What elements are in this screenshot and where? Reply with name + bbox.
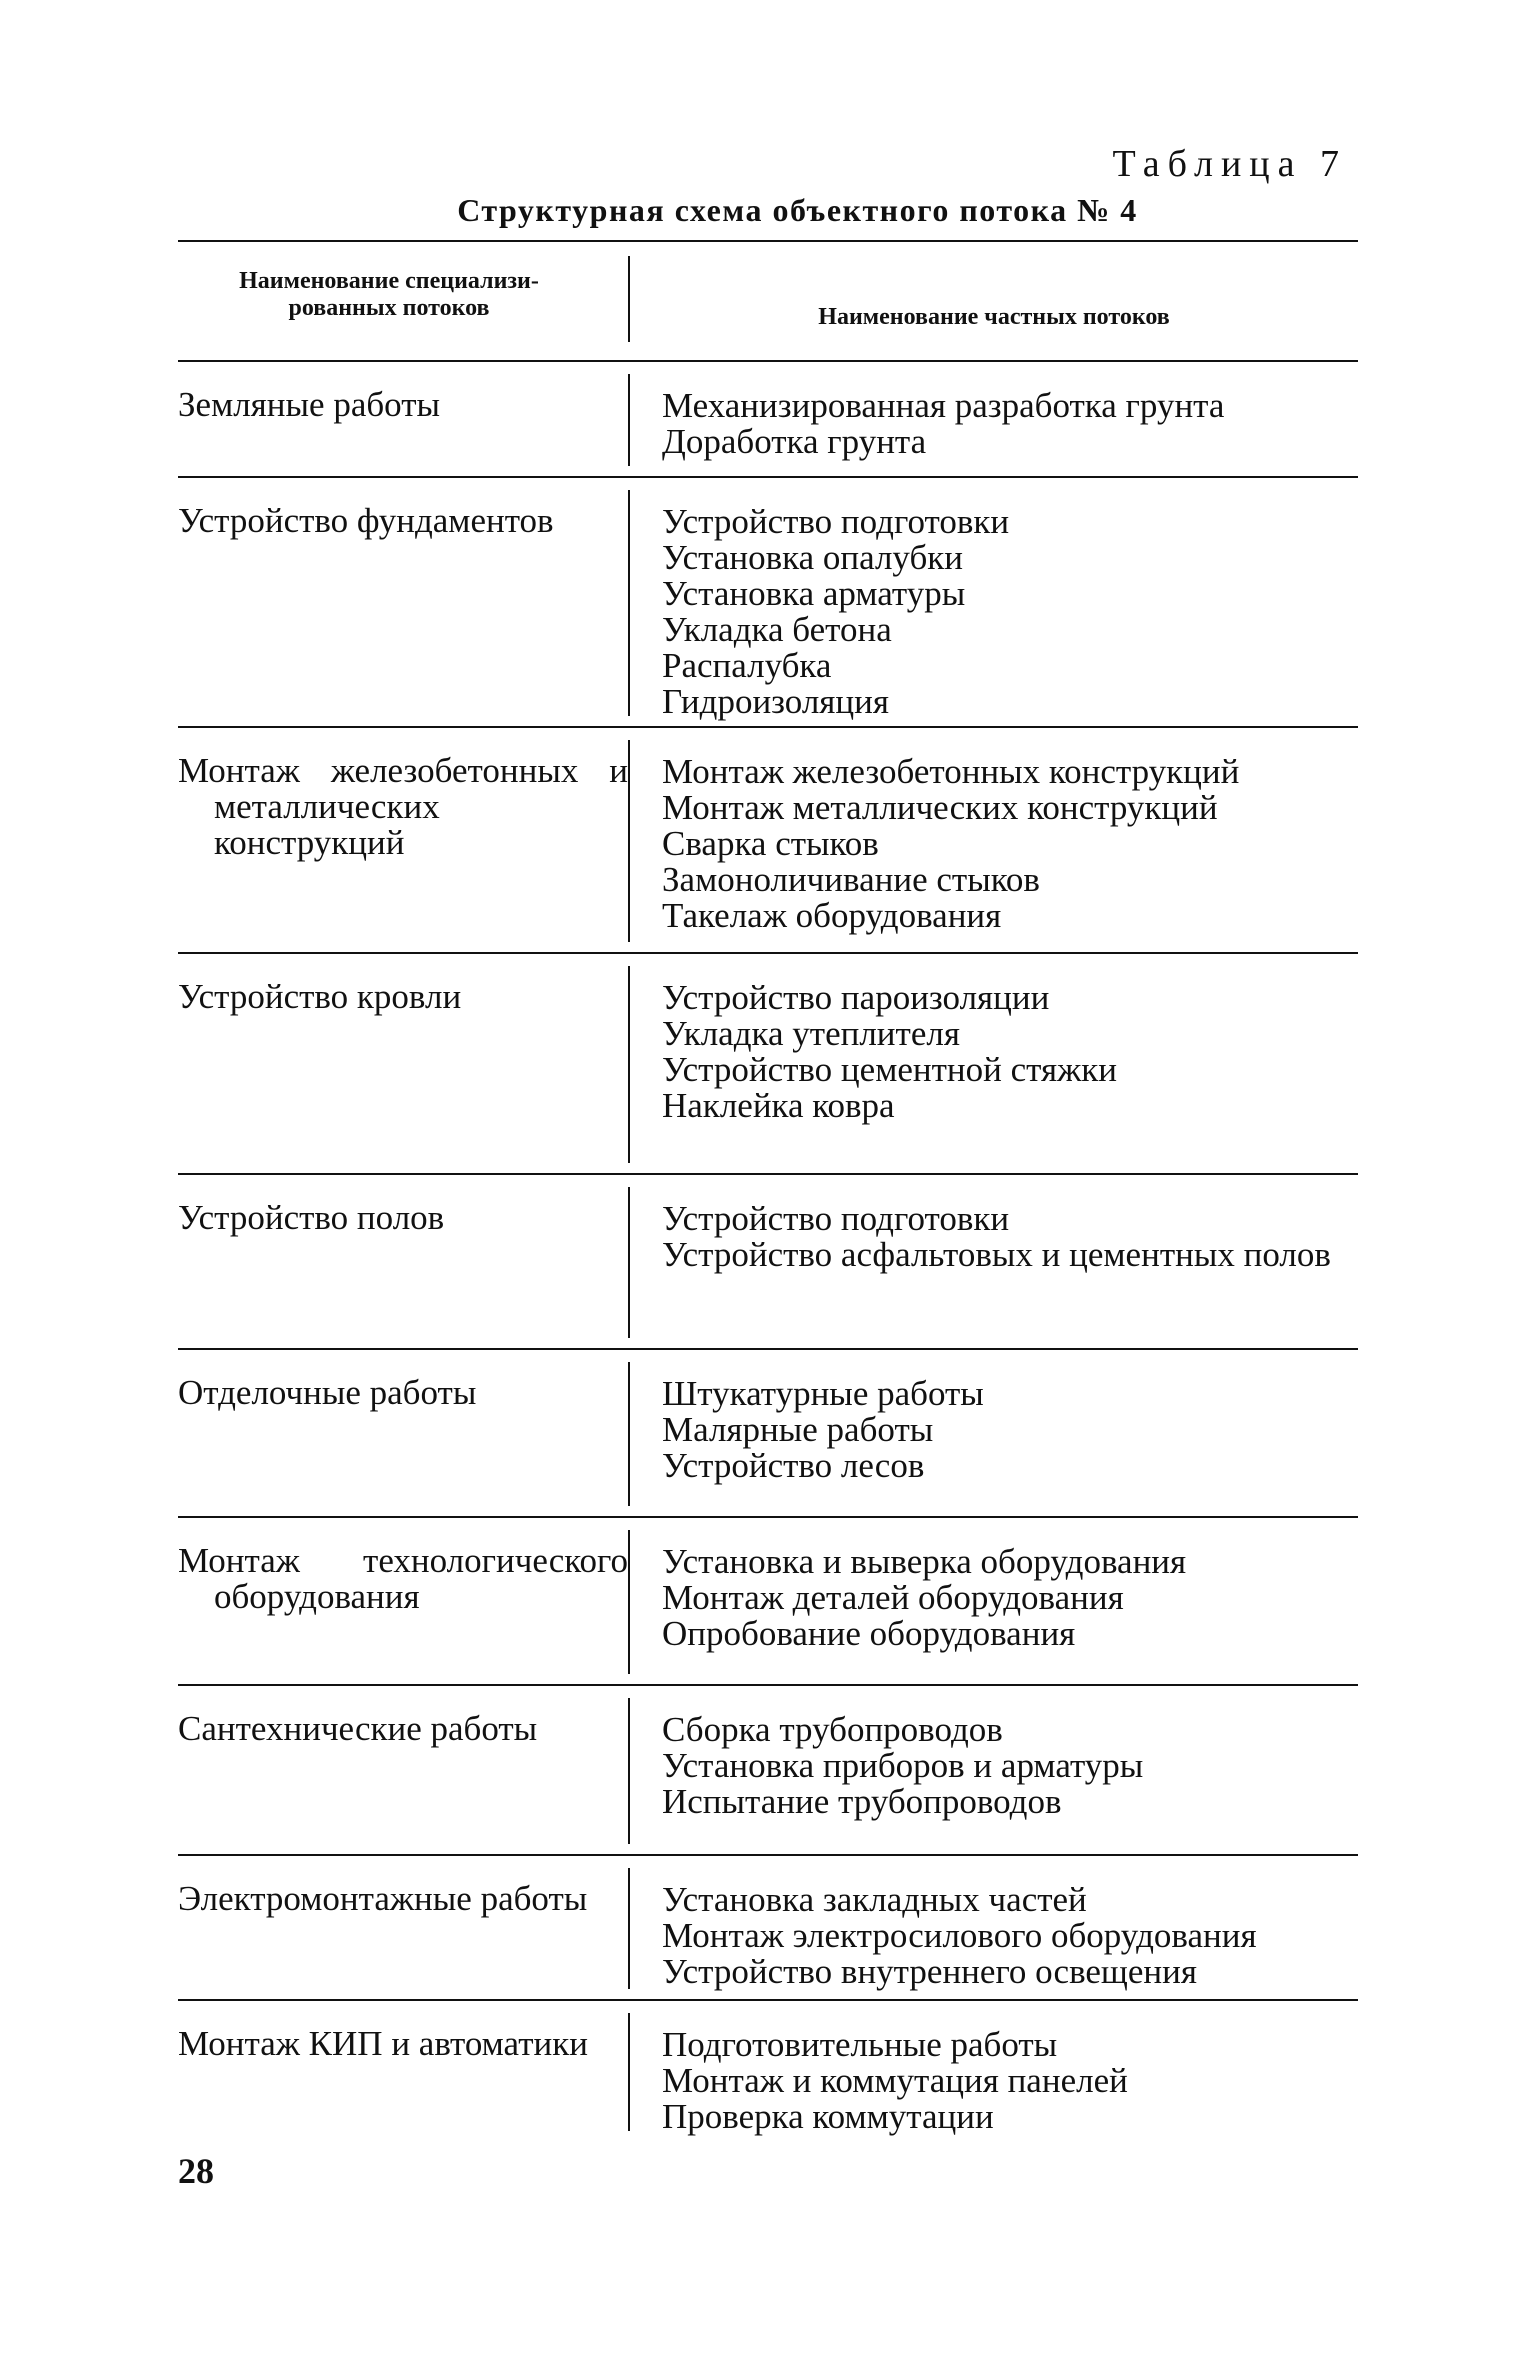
specialized-flow-name: Устройство кровли [178,977,462,1016]
table-row [178,362,1358,478]
partial-flow-item: Распалубка [662,646,832,685]
table-row [178,1686,1358,1856]
partial-flow-item: Установка закладных частей [662,1880,1087,1919]
header-partial-flows: Наименование частных потоков [628,256,1358,342]
table-number: Таблица 7 [1112,143,1347,185]
specialized-flow-name: Монтаж КИП и автоматики [178,2024,588,2063]
specialized-flow-name: Монтаж технологического оборудования [178,1541,628,1616]
partial-flow-item: Монтаж железобетонных конструкций [662,752,1240,791]
table-row [178,1175,1358,1350]
partial-flow-item: Механизированная разработка грунта [662,386,1225,425]
table-row [178,478,1358,728]
partial-flow-item: Такелаж оборудования [662,896,1002,935]
partial-flow-item: Устройство подготовки [662,502,1010,541]
partial-flow-item: Устройство пароизоляции [662,978,1050,1017]
table-row [178,2001,1358,2141]
specialized-flow-name: Отделочные работы [178,1373,477,1412]
partial-flow-item: Гидроизоляция [662,682,889,721]
table-row [178,1518,1358,1686]
partial-flow-item: Штукатурные работы [662,1374,984,1413]
structure-table [178,240,1358,2141]
specialized-flow-name: Сантехнические работы [178,1709,538,1748]
partial-flow-item: Устройство асфальтовых и цементных полов [662,1235,1331,1274]
partial-flow-item: Монтаж деталей оборудования [662,1578,1124,1617]
partial-flow-item: Испытание трубопроводов [662,1782,1062,1821]
partial-flow-item: Малярные работы [662,1410,934,1449]
partial-flow-item: Подготовительные работы [662,2025,1058,2064]
table-header [178,240,1358,362]
partial-flow-item: Установка опалубки [662,538,964,577]
table-row [178,1856,1358,2001]
specialized-flow-name: Устройство фундаментов [178,501,554,540]
partial-flow-item: Установка и выверка оборудования [662,1542,1187,1581]
partial-flow-item: Устройство цементной стяжки [662,1050,1117,1089]
partial-flow-item: Опробование оборудования [662,1614,1076,1653]
partial-flow-item: Сборка трубопроводов [662,1710,1003,1749]
partial-flow-item: Установка приборов и арматуры [662,1746,1144,1785]
specialized-flow-name: Устройство полов [178,1198,445,1237]
partial-flow-item: Сварка стыков [662,824,879,863]
specialized-flow-name: Электромонтажные работы [178,1879,588,1918]
partial-flow-item: Укладка бетона [662,610,892,649]
page-number: 28 [178,2151,214,2191]
partial-flow-item: Установка арматуры [662,574,966,613]
partial-flow-item: Устройство внутреннего освещения [662,1952,1197,1991]
partial-flow-item: Монтаж электросилового оборудования [662,1916,1257,1955]
partial-flow-item: Доработка грунта [662,422,927,461]
partial-flow-item: Монтаж металлических конструкций [662,788,1218,827]
partial-flow-item: Замоноличивание стыков [662,860,1040,899]
header-specialized-flows: Наименование специализи- рованных потоков [239,268,539,321]
table-title: Структурная схема объектного потока № 4 [457,192,1138,228]
partial-flow-item: Проверка коммутации [662,2097,994,2136]
table-row [178,954,1358,1175]
partial-flow-item: Укладка утеплителя [662,1014,960,1053]
specialized-flow-name: Земляные работы [178,385,441,424]
specialized-flow-name: Монтаж железобетонных и металлических конструкций [178,751,628,862]
partial-flow-item: Устройство подготовки [662,1199,1010,1238]
table-row [178,1350,1358,1518]
table-row [178,728,1358,954]
partial-flow-item: Монтаж и коммутация панелей [662,2061,1128,2100]
partial-flow-item: Устройство лесов [662,1446,925,1485]
partial-flow-item: Наклейка ковра [662,1086,895,1125]
